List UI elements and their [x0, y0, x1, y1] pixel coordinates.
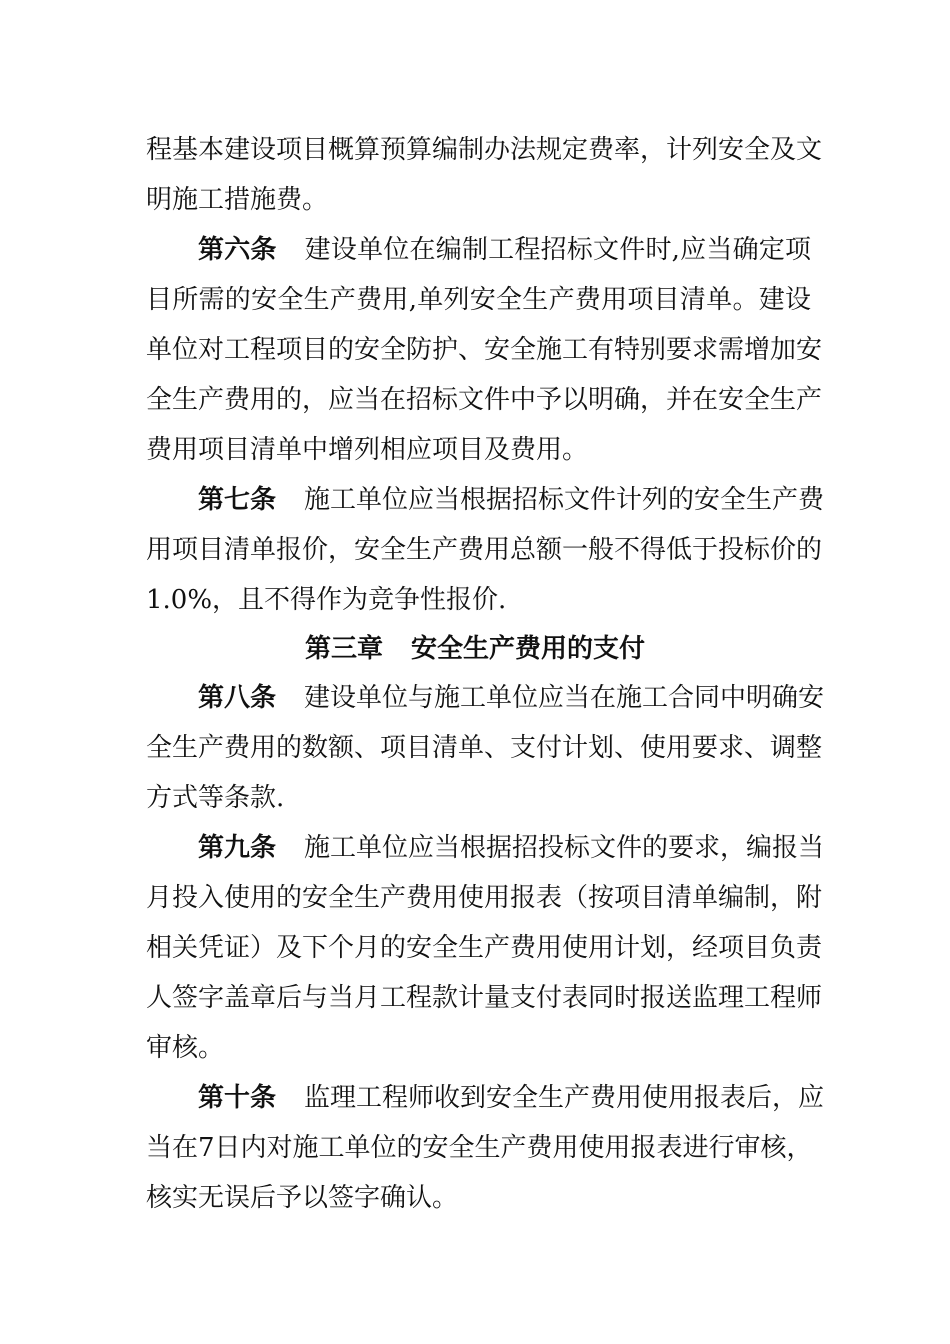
- paragraph-text: 施工单位应当根据招标文件计列的安全生产费: [304, 485, 825, 515]
- article-label: 第七条: [198, 485, 277, 515]
- chapter-heading: [0, 629, 950, 669]
- paragraph-text: 施工单位应当根据招投标文件的要求，编报当: [304, 833, 825, 863]
- article-9-first-line: [198, 828, 825, 868]
- paragraph-line: 明施工措施费。: [146, 185, 329, 215]
- article-6-first-line: [198, 230, 811, 270]
- paragraph-line: 月投入使用的安全生产费用使用报表（按项目清单编制，附: [146, 883, 823, 913]
- article-label: 第八条: [198, 683, 277, 713]
- paragraph-line: 全生产费用的数额、项目清单、支付计划、使用要求、调整: [146, 733, 823, 763]
- paragraph-text: 监理工程师收到安全生产费用使用报表后，应: [304, 1083, 825, 1113]
- article-10-first-line: [198, 1078, 825, 1118]
- paragraph-line: 审核。: [146, 1033, 225, 1063]
- chapter-number: 第三章: [304, 634, 383, 664]
- article-label: 第十条: [198, 1083, 277, 1113]
- paragraph-text: 建设单位在编制工程招标文件时,应当确定项: [304, 235, 811, 265]
- paragraph-line: 人签字盖章后与当月工程款计量支付表同时报送监理工程师: [146, 983, 823, 1013]
- paragraph-line: 当在7日内对施工单位的安全生产费用使用报表进行审核，: [146, 1133, 813, 1163]
- paragraph-line: 程基本建设项目概算预算编制办法规定费率，计列安全及文: [146, 135, 823, 165]
- paragraph-line: 全生产费用的，应当在招标文件中予以明确，并在安全生产: [146, 385, 823, 415]
- paragraph-line: 费用项目清单中增列相应项目及费用。: [146, 435, 589, 465]
- paragraph-line: 1.0%，且不得作为竞争性报价.: [146, 585, 507, 615]
- paragraph-line: 目所需的安全生产费用,单列安全生产费用项目清单。建设: [146, 285, 811, 315]
- paragraph-line: 相关凭证）及下个月的安全生产费用使用计划，经项目负责: [146, 933, 823, 963]
- paragraph-line: 用项目清单报价，安全生产费用总额一般不得低于投标价的: [146, 535, 823, 565]
- article-7-first-line: [198, 480, 825, 520]
- article-label: 第九条: [198, 833, 277, 863]
- chapter-title: 安全生产费用的支付: [411, 634, 646, 664]
- article-label: 第六条: [198, 235, 277, 265]
- paragraph-line: 方式等条款.: [146, 783, 285, 813]
- paragraph-line: 单位对工程项目的安全防护、安全施工有特别要求需增加安: [146, 335, 823, 365]
- paragraph-text: 建设单位与施工单位应当在施工合同中明确安: [304, 683, 825, 713]
- article-8-first-line: [198, 678, 825, 718]
- paragraph-line: 核实无误后予以签字确认。: [146, 1183, 459, 1213]
